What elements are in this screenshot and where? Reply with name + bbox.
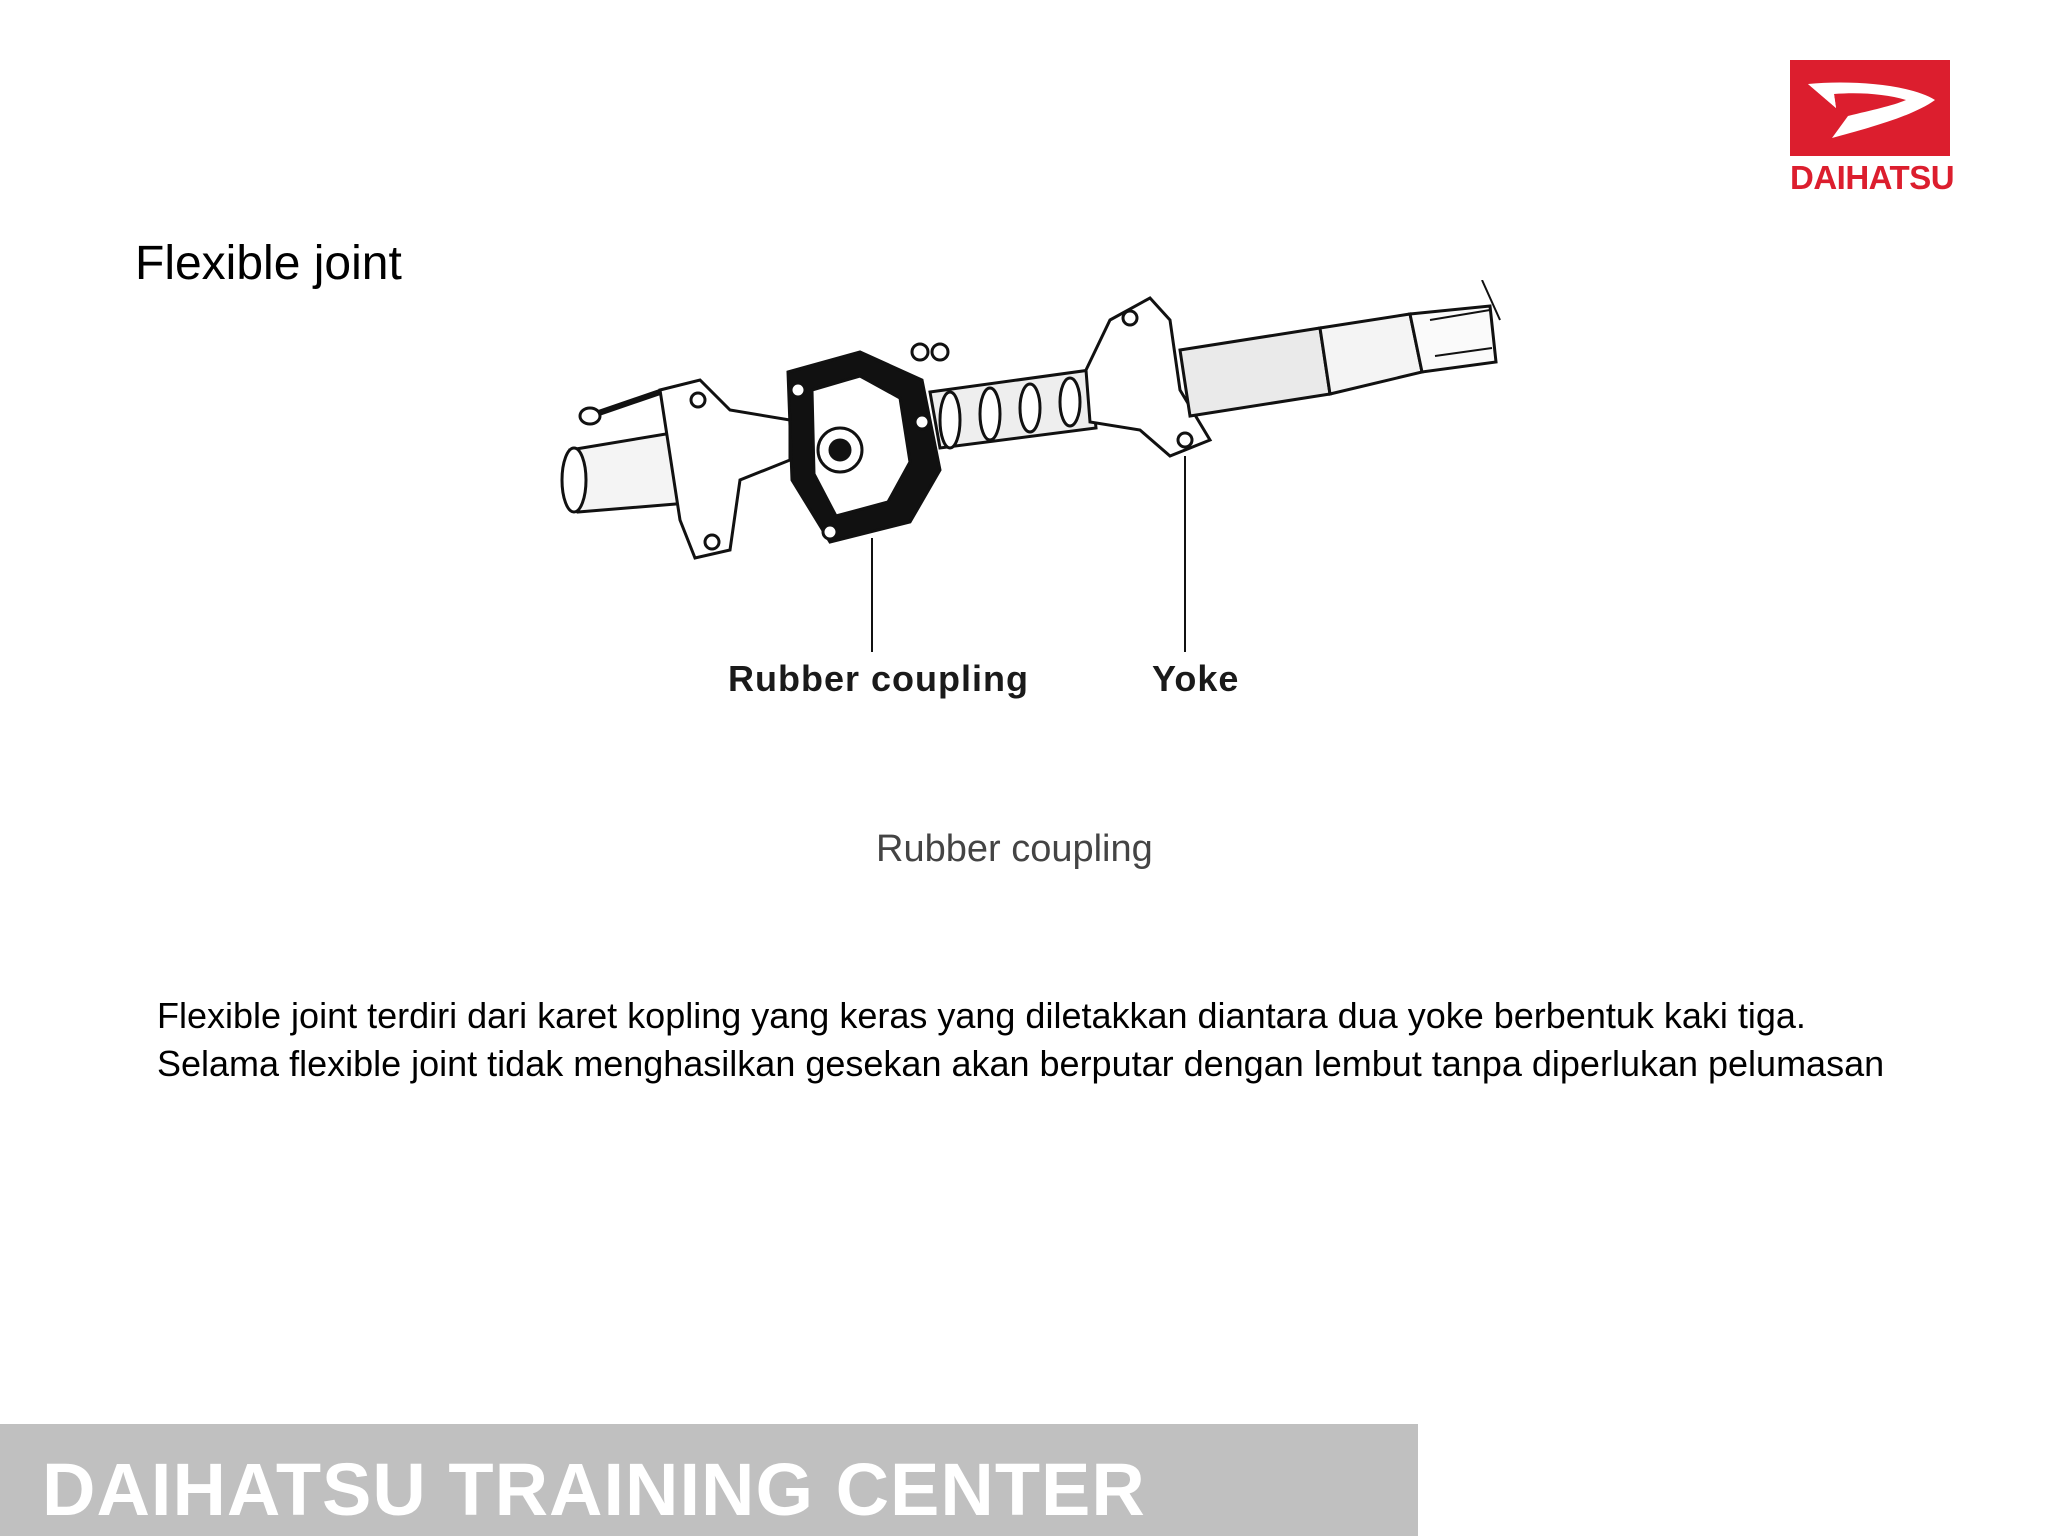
body-paragraph-1: Flexible joint terdiri dari karet kopling yang keras yang diletakkan diantara dua yoke berbentuk kaki tiga. bbox=[157, 995, 1806, 1036]
daihatsu-emblem-icon bbox=[1790, 60, 1950, 156]
footer-bar bbox=[0, 1424, 1418, 1536]
figure-caption: Rubber coupling bbox=[876, 828, 1153, 870]
flexible-joint-diagram bbox=[530, 280, 1510, 720]
daihatsu-logo bbox=[1790, 60, 1955, 196]
slide-title: Flexible joint bbox=[135, 237, 402, 290]
rubber-coupling-label: Rubber coupling bbox=[728, 658, 1029, 699]
footer-text: DAIHATSU TRAINING CENTER bbox=[42, 1448, 1146, 1531]
daihatsu-wordmark: DAIHATSU bbox=[1790, 159, 1955, 196]
flexible-joint-illustration bbox=[530, 280, 1510, 720]
body-paragraph-2: Selama flexible joint tidak menghasilkan gesekan akan berputar dengan lembut tanpa diperlukan pelumasan bbox=[157, 1043, 1885, 1084]
yoke-label: Yoke bbox=[1152, 658, 1240, 699]
body-text bbox=[157, 992, 1917, 1088]
